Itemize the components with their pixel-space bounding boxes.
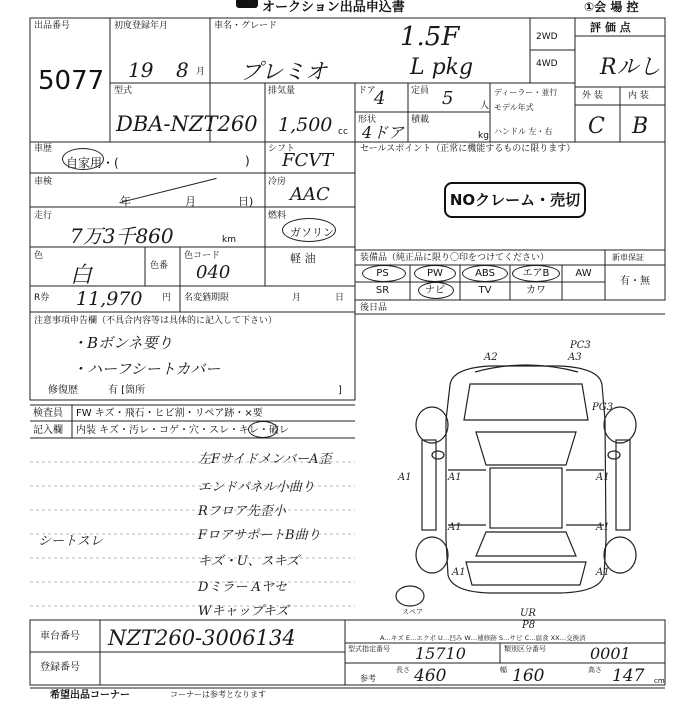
mark-a1-door-r2: A1 xyxy=(596,522,610,533)
mark-a1-rear-l: A1 xyxy=(452,567,466,578)
shift-value: FCVT xyxy=(282,150,334,171)
length-value: 460 xyxy=(414,666,447,686)
shift-label: シフト xyxy=(268,144,296,154)
interior-grade: B xyxy=(632,114,649,139)
displacement-unit: cc xyxy=(338,127,348,137)
width-label: 幅 xyxy=(500,666,507,674)
category-label: 類別区分番号 xyxy=(504,645,546,653)
car-name-value: プレミオ xyxy=(240,60,328,85)
inspector-row2-label: 記入欄 xyxy=(33,425,63,436)
capacity-value: 5 xyxy=(442,88,454,109)
first-reg-month: 8 xyxy=(176,58,189,82)
lot-number-label: 出品番号 xyxy=(34,21,71,31)
repair-history-close: ] xyxy=(338,385,342,396)
usage-value: 自家用・( xyxy=(66,156,119,170)
equipment-ps: PS xyxy=(376,268,389,279)
transfer-month: 月 xyxy=(292,293,302,303)
chassis-value: NZT260-3006134 xyxy=(108,626,296,650)
shape-value: 4ドア xyxy=(362,123,404,142)
later-label: 後日品 xyxy=(360,303,388,313)
inspector-row1-label: 検査員 xyxy=(33,408,63,419)
first-reg-year: 19 xyxy=(128,58,154,82)
equipment-navi: ナビ xyxy=(425,285,445,296)
doors-value: 4 xyxy=(374,88,386,109)
capacity-unit: 人 xyxy=(480,101,490,111)
left-note: シートスレ xyxy=(38,534,103,549)
equipment-pw: PW xyxy=(427,268,443,279)
spare-label: スペア xyxy=(402,608,423,616)
registration-label: 登録番号 xyxy=(40,662,80,673)
mark-pc3: PC3 xyxy=(570,340,591,351)
inspector-note-2: エンドパネル小曲り xyxy=(198,480,315,495)
aircon-label: 冷房 xyxy=(268,177,287,187)
capacity-label: 定員 xyxy=(411,86,430,96)
usage-close: ) xyxy=(245,154,250,168)
model-year-label: モデル年式 xyxy=(494,103,534,112)
color-code-label: 色コード xyxy=(184,251,221,261)
mark-a1-left: A1 xyxy=(398,472,412,483)
recycle-value: 11,970 xyxy=(76,288,143,310)
height-value: 147 xyxy=(612,666,645,686)
color-value: 白 xyxy=(70,263,93,288)
grade-score: Rルし xyxy=(600,55,661,80)
color-code-value: 040 xyxy=(196,262,231,283)
inspector-row2-items: 内装 キズ・汚レ・コゲ・穴・スレ・キレ・破レ xyxy=(76,425,289,436)
drive-2wd: 2WD xyxy=(536,32,558,42)
height-label: 高さ xyxy=(588,666,602,674)
grade-label: 評 価 点 xyxy=(590,21,631,34)
inspector-note-7: Wキャップキズ xyxy=(198,604,289,619)
type-cert-label: 型式指定番号 xyxy=(348,645,390,653)
note-line-2: ・ハーフシートカバー xyxy=(72,360,221,378)
model-value: DBA-NZT260 xyxy=(116,112,258,136)
equipment-tv: TV xyxy=(478,285,492,296)
inspection-label: 車検 xyxy=(34,177,53,187)
mark-ur: UR xyxy=(520,608,536,619)
lot-number-value: 5077 xyxy=(38,66,105,96)
width-value: 160 xyxy=(512,666,545,686)
new-car-warranty-value: 有・無 xyxy=(620,276,650,287)
inspection-year: 年 xyxy=(120,195,131,208)
category-value: 0001 xyxy=(590,644,631,663)
aircon-value: AAC xyxy=(290,184,330,205)
mileage-unit: km xyxy=(222,235,236,245)
footer-corner-label: 希望出品コーナー xyxy=(50,690,130,701)
inspection-day: 日) xyxy=(238,195,254,208)
exterior-label: 外 装 xyxy=(582,91,603,101)
grade-line1: 1.5F xyxy=(400,22,460,52)
exterior-grade: C xyxy=(588,114,605,139)
transfer-label: 名変猶期限 xyxy=(184,293,230,303)
repair-history-label: 修復歴 xyxy=(48,385,78,396)
inspection-month: 月 xyxy=(185,195,196,208)
fuel-label: 燃料 xyxy=(268,211,287,221)
usage-label: 車歴 xyxy=(34,144,53,154)
transfer-day: 日 xyxy=(335,293,345,303)
mark-pg3: PG3 xyxy=(592,402,614,413)
load-label: 積載 xyxy=(411,115,430,125)
inspector-note-4: FロアサポートB曲り xyxy=(198,528,321,543)
equipment-leather: カワ xyxy=(526,285,546,296)
color-number-label: 色番 xyxy=(150,261,169,271)
fuel-value-light: 軽 油 xyxy=(290,252,316,265)
recycle-unit: 円 xyxy=(162,293,172,303)
mileage-value: 7万3千860 xyxy=(70,224,174,248)
equipment-sr: SR xyxy=(375,285,390,296)
legend: A…キズ E…エクボ U…凹み W…補修跡 S…サビ C…腐食 XX…交換済 xyxy=(380,634,586,642)
displacement-label: 排気量 xyxy=(268,86,296,96)
form-title: オークション出品申込書 xyxy=(262,0,405,15)
first-reg-label: 初度登録年月 xyxy=(114,21,169,31)
no-claim-stamp-text: NOクレーム・売切 xyxy=(449,191,581,209)
inspector-row1-items: FW キズ・飛石・ヒビ割・リペア跡・×要 xyxy=(76,408,263,419)
color-label: 色 xyxy=(34,251,44,261)
handle-label: ハンドル 左・右 xyxy=(494,127,553,136)
mark-a1-door-r1: A1 xyxy=(596,472,610,483)
equipment-abs: ABS xyxy=(475,268,495,279)
mark-a1-door-l2: A1 xyxy=(448,522,462,533)
repair-history-value: 有 [箇所 xyxy=(108,385,146,396)
equipment-aw: AW xyxy=(575,268,592,279)
load-unit: kg xyxy=(478,131,489,141)
doors-label: ドア xyxy=(358,86,376,96)
length-label: 長さ xyxy=(396,666,410,674)
chassis-label: 車台番号 xyxy=(40,631,80,642)
note-line-1: ・Bボンネ要り xyxy=(72,334,173,352)
footer-note: コーナーは参考となります xyxy=(170,690,266,699)
sales-point-label: セールスポイント（正常に機能するものに限ります） xyxy=(360,144,576,154)
car-name-label: 車名・グレード xyxy=(214,21,278,31)
new-car-warranty-label: 新車保証 xyxy=(612,253,644,262)
model-label: 型式 xyxy=(114,86,133,96)
interior-label: 内 装 xyxy=(628,91,649,101)
equipment-label: 装備品（純正品に限り〇印をつけてください） xyxy=(360,253,550,263)
displacement-value: 1,500 xyxy=(278,114,333,136)
inspector-note-6: Dミラー Aヤセ xyxy=(198,580,287,595)
mileage-label: 走行 xyxy=(34,211,53,221)
inspector-note-3: Rフロア先歪小 xyxy=(198,504,286,519)
equipment-airbag: エアB xyxy=(522,268,550,279)
first-reg-month-unit: 月 xyxy=(196,67,206,77)
mark-a2: A2 xyxy=(484,352,498,363)
drive-4wd: 4WD xyxy=(536,59,558,69)
mark-a1-door-l1: A1 xyxy=(448,472,462,483)
mark-a3: A3 xyxy=(568,352,582,363)
inspector-note-5: キズ・U、スキズ xyxy=(198,554,300,569)
notes-label: 注意事項申告欄（不具合内容等は具体的に記入して下さい） xyxy=(34,316,278,326)
inspector-note-1: 左FサイドメンバーA歪 xyxy=(198,452,332,467)
venue-copy-label: ①会 場 控 xyxy=(584,0,639,14)
shape-label: 形状 xyxy=(358,115,377,125)
dimension-unit: cm xyxy=(654,677,665,685)
grade-line2: L pkg xyxy=(410,55,474,80)
recycle-label: R券 xyxy=(34,293,50,303)
type-cert-value: 15710 xyxy=(415,644,466,663)
fuel-value-gas: ガソリン xyxy=(290,226,334,239)
mark-p8: P8 xyxy=(522,620,536,631)
mark-a1-rear-r: A1 xyxy=(596,567,610,578)
dealer-label: ディーラー・並行 xyxy=(494,88,558,97)
ref-label: 参考 xyxy=(360,674,376,683)
